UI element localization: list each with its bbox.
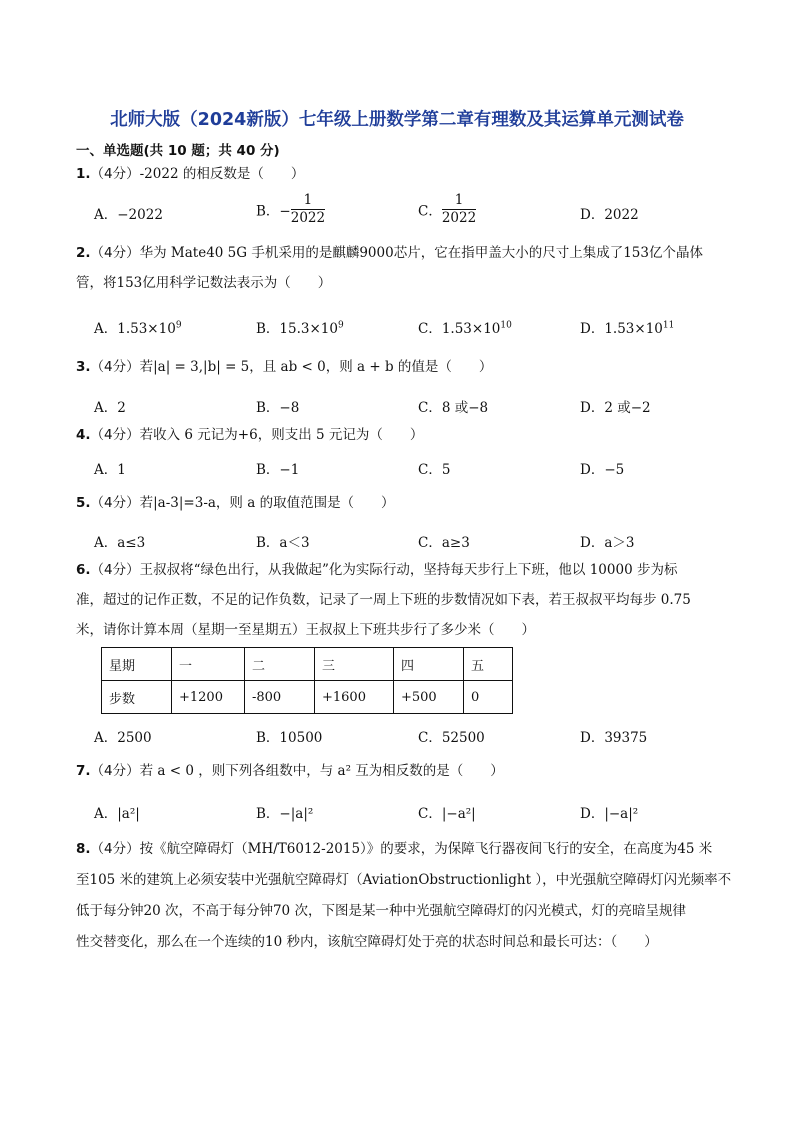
table-row [102, 681, 513, 714]
option-a-base: A．1.53×10 [94, 321, 176, 337]
option-c: C．52500 [418, 730, 485, 746]
option-a: A．a≤3 [94, 535, 146, 551]
option-a-exponent: 9 [175, 320, 182, 331]
option-d: D．a＞3 [580, 535, 635, 551]
option-b: B．10500 [256, 730, 323, 746]
option-d: D．2 或−2 [580, 400, 651, 416]
score-label: （4分） [90, 359, 140, 375]
option-c-exponent: 10 [500, 320, 512, 331]
option-c: C．|−a²| [418, 806, 476, 822]
option-c-base: C．1.53×10 [418, 321, 501, 337]
question-text-line3: 低于每分钟20 次，不高于每分钟70 次，下图是某一种中光强航空障碍灯的闪光模式，灯的亮暗呈规律 [76, 903, 686, 919]
question-number: 1. [76, 166, 91, 182]
question-number: 8. [76, 841, 91, 857]
option-a: A．−2022 [94, 207, 163, 223]
question-6 [76, 555, 776, 645]
table-header-cell: 三 [315, 648, 394, 681]
score-label: （4分） [90, 562, 140, 578]
option-a: A．2 [94, 400, 126, 416]
question-text: 若|a| = 3,|b| = 5，且 ab < 0，则 a + b 的值是（ ） [139, 359, 493, 375]
option-b-exponent: 9 [337, 320, 344, 331]
table-cell: 0 [464, 681, 513, 714]
fraction-numerator: 1 [291, 192, 325, 210]
table-header-cell: 二 [245, 648, 315, 681]
fraction-denominator: 2022 [290, 210, 326, 226]
question-3 [76, 352, 776, 382]
option-d: D．2022 [580, 207, 639, 223]
option-d: D．39375 [580, 730, 648, 746]
option-a [94, 317, 182, 337]
question-text-line2: 至105 米的建筑上必须安装中光强航空障碍灯（AviationObstructionlight ），中光强航空障碍灯闪光频率不 [76, 872, 732, 888]
option-b-prefix: B．− [256, 203, 291, 220]
table-row [102, 648, 513, 681]
option-c [418, 317, 512, 337]
question-text: 若收入 6 元记为+6，则支出 5 元记为（ ） [139, 427, 424, 443]
fraction-denominator: 2022 [441, 210, 477, 226]
score-label: （4分） [90, 495, 140, 511]
option-d [580, 317, 674, 337]
option-c: C．a≥3 [418, 535, 470, 551]
question-number: 3. [76, 359, 91, 375]
fraction-numerator: 1 [442, 192, 476, 210]
option-a: A．|a²| [94, 806, 140, 822]
question-2 [76, 238, 776, 298]
option-d-base: D．1.53×10 [580, 321, 663, 337]
question-text-line1: 按《航空障碍灯（MH/T6012-2015）》的要求，为保障飞行器夜间飞行的安全，在高度为45 米 [139, 841, 713, 857]
steps-table [101, 647, 513, 714]
question-text-line2: 管，将153亿用科学记数法表示为（ ） [76, 275, 332, 291]
option-b [256, 317, 344, 337]
table-header-cell: 一 [172, 648, 245, 681]
option-c [418, 192, 476, 227]
question-number: 2. [76, 245, 91, 261]
option-c: C．5 [418, 462, 451, 478]
section-heading: 一、单选题(共 10 题；共 40 分) [76, 143, 280, 159]
table-cell: +500 [394, 681, 464, 714]
question-7 [76, 756, 776, 786]
question-text-line4: 性交替变化，那么在一个连续的10 秒内，该航空障碍灯处于亮的状态时间总和最长可达：（ ） [76, 934, 658, 950]
option-d: D．|−a|² [580, 806, 639, 822]
question-1 [76, 159, 776, 189]
option-b: B．−|a|² [256, 806, 314, 822]
question-number: 5. [76, 495, 91, 511]
option-c: C．8 或−8 [418, 400, 489, 416]
option-b: B．−1 [256, 462, 300, 478]
page-title: 北师大版（2024新版）七年级上册数学第二章有理数及其运算单元测试卷 [110, 110, 684, 130]
fraction [442, 192, 476, 227]
table-cell: +1600 [315, 681, 394, 714]
table-cell: +1200 [172, 681, 245, 714]
option-d: D．−5 [580, 462, 625, 478]
option-a: A．1 [94, 462, 126, 478]
table-cell: -800 [245, 681, 315, 714]
score-label: （4分） [90, 841, 140, 857]
question-text-line1: 华为 Mate40 5G 手机采用的是麒麟9000芯片，它在指甲盖大小的尺寸上集成了153亿个晶体 [139, 245, 703, 261]
option-b: B．a＜3 [256, 535, 310, 551]
score-label: （4分） [90, 763, 140, 779]
score-label: （4分） [90, 166, 140, 182]
table-header-cell: 星期 [102, 648, 172, 681]
option-b: B．−8 [256, 400, 300, 416]
option-d-exponent: 11 [662, 320, 675, 331]
option-a: A．2500 [94, 730, 152, 746]
score-label: （4分） [90, 245, 140, 261]
question-text-line3: 米，请你计算本周（星期一至星期五）王叔叔上下班共步行了多少米（ ） [76, 622, 535, 638]
option-b-base: B．15.3×10 [256, 321, 338, 337]
score-label: （4分） [90, 427, 140, 443]
question-text: 若 a < 0 ，则下列各组数中，与 a² 互为相反数的是（ ） [139, 763, 504, 779]
table-header-cell: 五 [464, 648, 513, 681]
question-text: -2022 的相反数是（ ） [139, 166, 305, 182]
question-number: 4. [76, 427, 91, 443]
fraction [291, 192, 325, 227]
question-4 [76, 420, 776, 450]
question-text-line2: 准，超过的记作正数，不足的记作负数，记录了一周上下班的步数情况如下表，若王叔叔平均每步 0.75 [76, 592, 691, 608]
question-8 [76, 834, 786, 958]
option-b [256, 192, 325, 227]
table-header-cell: 四 [394, 648, 464, 681]
question-number: 6. [76, 562, 91, 578]
option-c-prefix: C． [418, 203, 442, 220]
table-cell: 步数 [102, 681, 172, 714]
question-text-line1: 王叔叔将“绿色出行，从我做起”化为实际行动，坚持每天步行上下班，他以 10000 步为标 [139, 562, 678, 578]
question-text: 若|a-3|=3-a，则 a 的取值范围是（ ） [139, 495, 395, 511]
question-number: 7. [76, 763, 91, 779]
question-5 [76, 488, 776, 518]
